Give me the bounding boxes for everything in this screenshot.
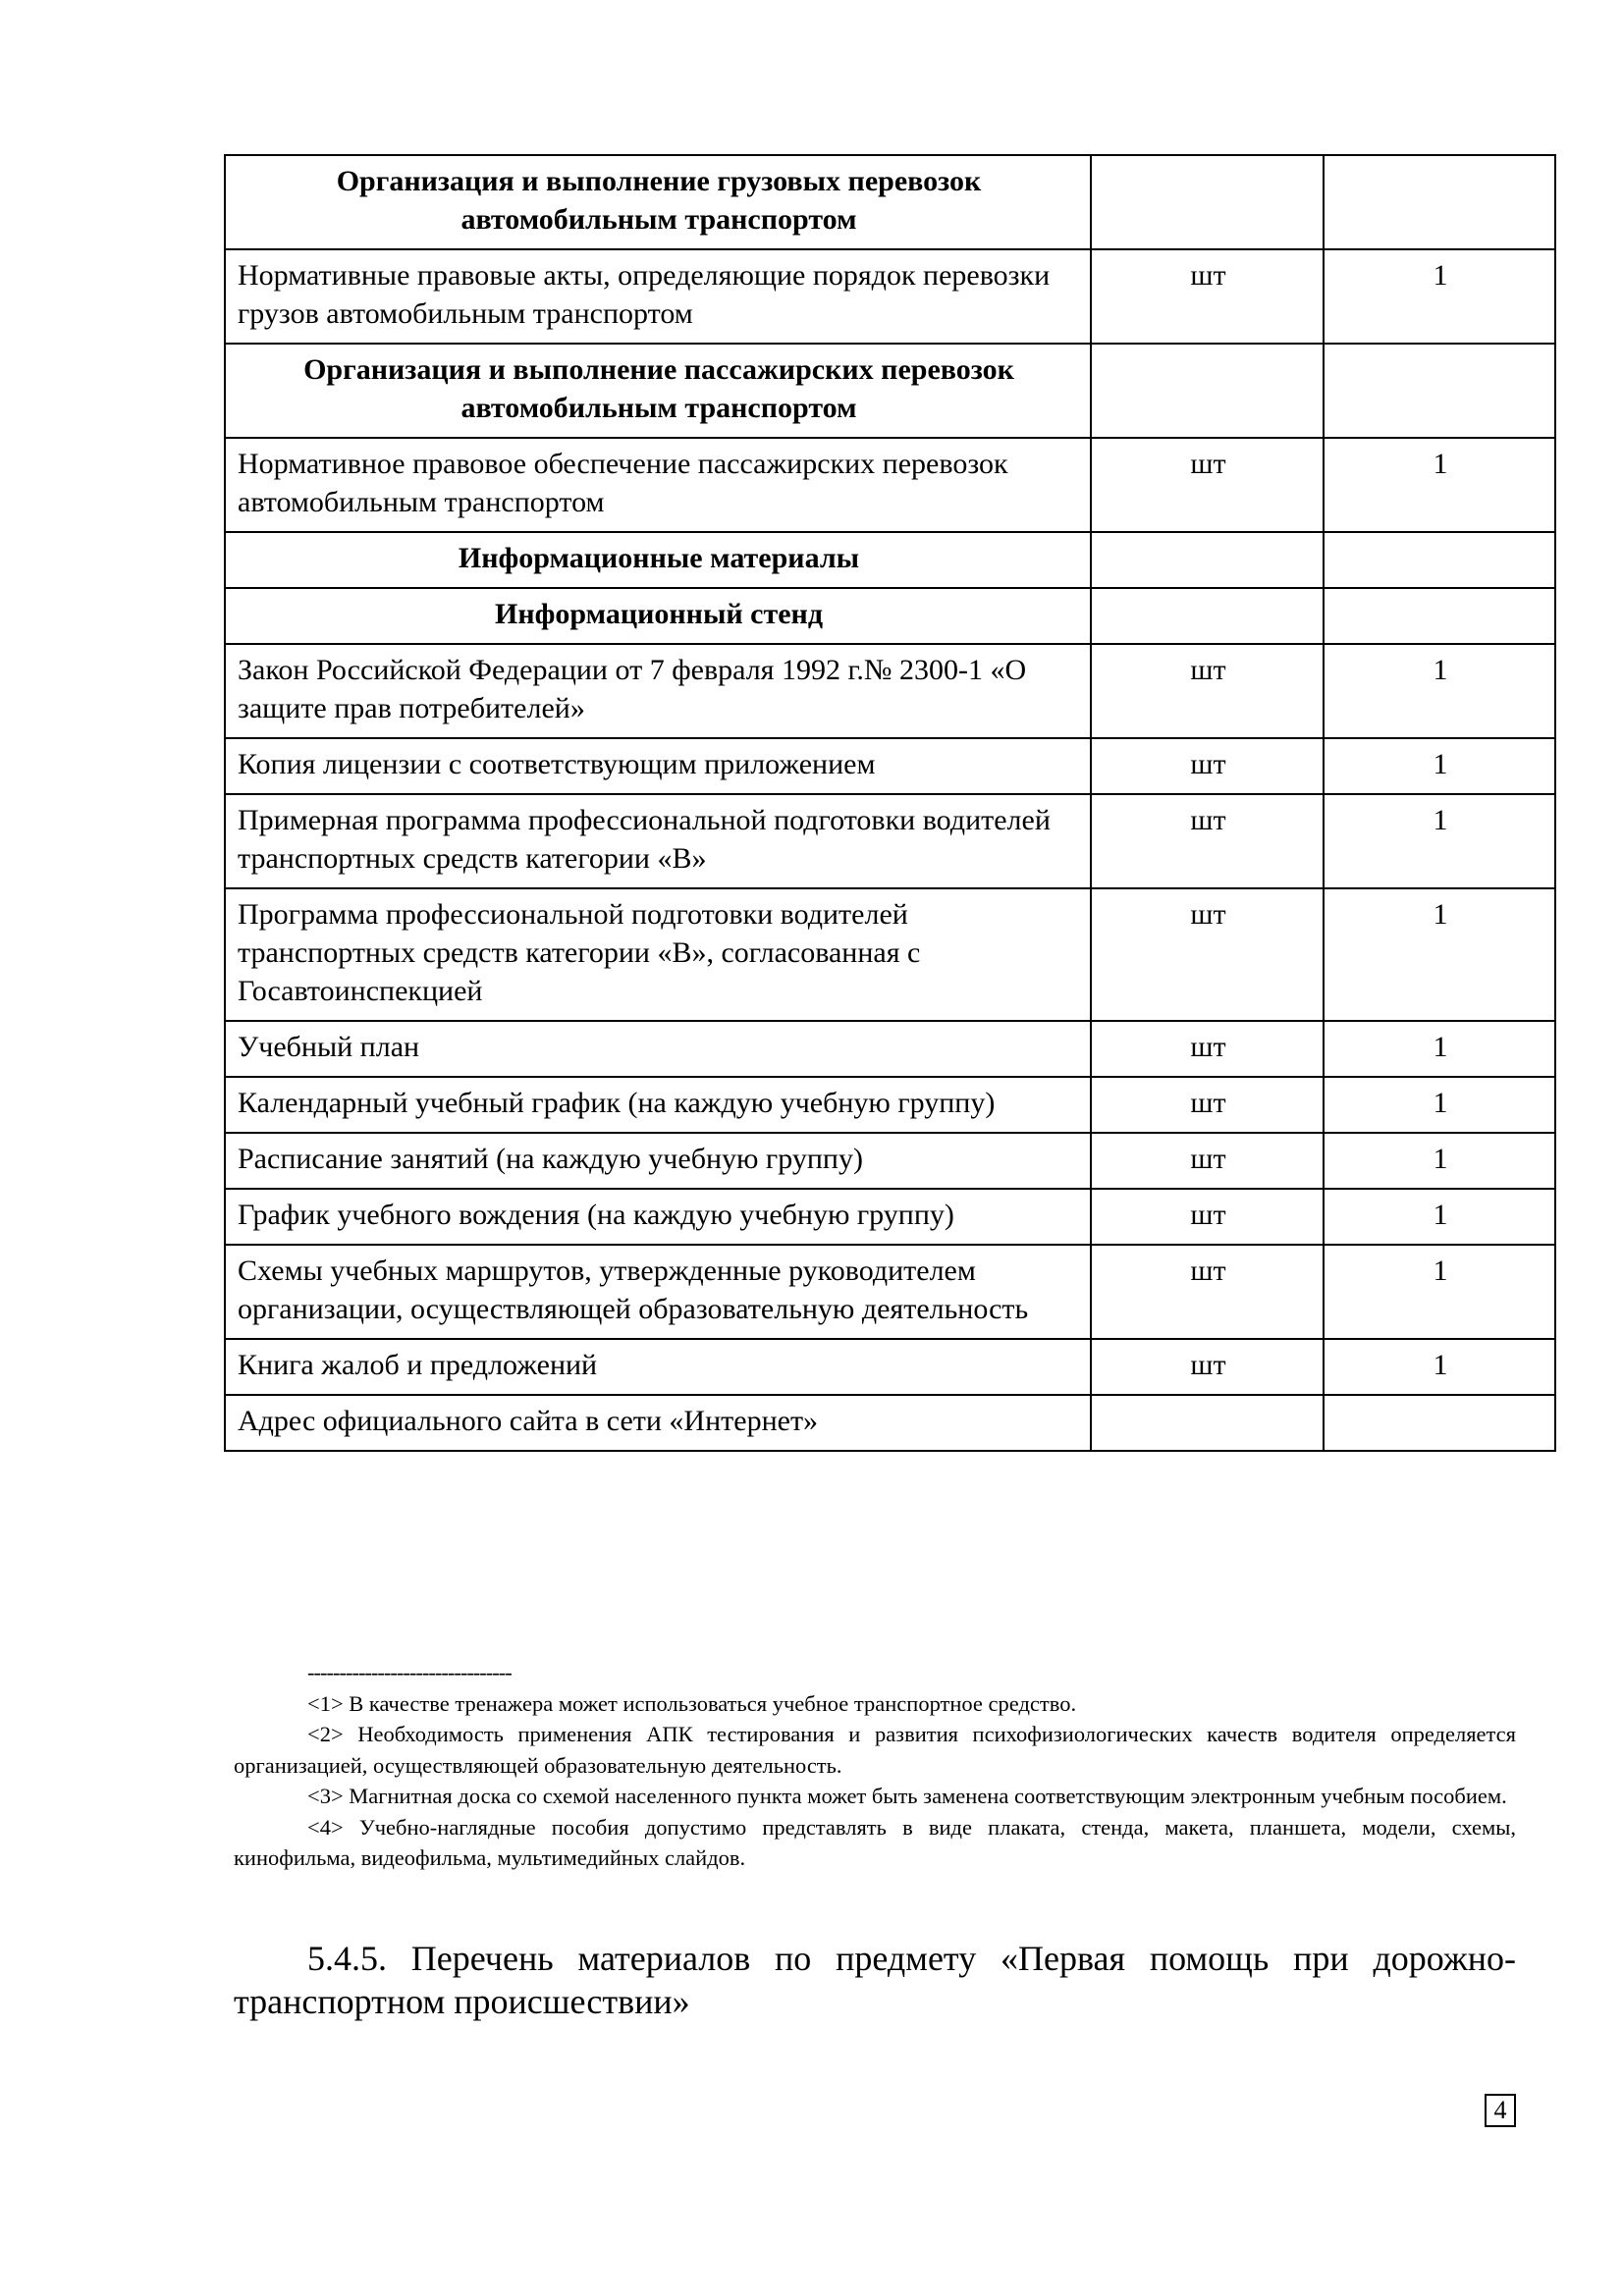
materials-table-body (225, 155, 1555, 1451)
cell-unit (1091, 1395, 1324, 1451)
table-row (225, 644, 1555, 738)
cell-qty: 1 (1324, 1245, 1555, 1339)
cell-unit (1091, 588, 1324, 644)
cell-name: Нормативное правовое обеспечение пассажирских перевозок автомобильным транспортом (225, 438, 1091, 532)
cell-unit: шт (1091, 249, 1324, 344)
cell-qty: 1 (1324, 1077, 1555, 1133)
cell-qty: 1 (1324, 738, 1555, 794)
table-section-row (225, 155, 1555, 249)
page-number: 4 (1485, 2094, 1516, 2127)
cell-name: Нормативные правовые акты, определяющие порядок перевозки грузов автомобильным транспортом (225, 249, 1091, 344)
cell-qty: 1 (1324, 644, 1555, 738)
table-row (225, 438, 1555, 532)
cell-name: Книга жалоб и предложений (225, 1339, 1091, 1395)
cell-qty: 1 (1324, 1189, 1555, 1245)
footnote-4: <4> Учебно-наглядные пособия допустимо представлять в виде плаката, стенда, макета, планшета, модели, схемы, кинофильма, видеофильма, мультимедийных слайдов. (234, 1814, 1516, 1870)
cell-qty: 1 (1324, 1021, 1555, 1077)
cell-qty: 1 (1324, 438, 1555, 532)
footnote-separator: -------------------------------- (307, 1660, 512, 1684)
cell-qty (1324, 344, 1555, 438)
cell-name: Программа профессиональной подготовки водителей транспортных средств категории «B», согласованная с Госавтоинспекцией (225, 888, 1091, 1021)
cell-qty: 1 (1324, 249, 1555, 344)
cell-unit: шт (1091, 1021, 1324, 1077)
cell-qty: 1 (1324, 888, 1555, 1021)
cell-qty (1324, 532, 1555, 588)
cell-name: График учебного вождения (на каждую учебную группу) (225, 1189, 1091, 1245)
table-section-row (225, 532, 1555, 588)
cell-qty (1324, 155, 1555, 249)
cell-name: Закон Российской Федерации от 7 февраля 1992 г.№ 2300-1 «О защите прав потребителей» (225, 644, 1091, 738)
cell-unit: шт (1091, 1339, 1324, 1395)
table-section-row (225, 344, 1555, 438)
cell-unit: шт (1091, 888, 1324, 1021)
table-row (225, 1021, 1555, 1077)
cell-unit: шт (1091, 1133, 1324, 1189)
cell-name: Схемы учебных маршрутов, утвержденные руководителем организации, осуществляющей образовательную деятельность (225, 1245, 1091, 1339)
cell-name: Примерная программа профессиональной подготовки водителей транспортных средств категории «B» (225, 794, 1091, 888)
table-row (225, 1395, 1555, 1451)
cell-qty: 1 (1324, 794, 1555, 888)
cell-unit: шт (1091, 644, 1324, 738)
table-row (225, 888, 1555, 1021)
footnote-2: <2> Необходимость применения АПК тестирования и развития психофизиологических качеств водителя определяется организацией, осуществляющей образовательную деятельность. (234, 1722, 1516, 1778)
cell-qty: 1 (1324, 1339, 1555, 1395)
cell-qty (1324, 588, 1555, 644)
cell-name: Учебный план (225, 1021, 1091, 1077)
materials-table (224, 154, 1556, 1452)
cell-unit: шт (1091, 1077, 1324, 1133)
cell-name: Организация и выполнение пассажирских перевозок автомобильным транспортом (225, 344, 1091, 438)
table-row (225, 249, 1555, 344)
cell-qty: 1 (1324, 1133, 1555, 1189)
cell-unit (1091, 532, 1324, 588)
cell-unit: шт (1091, 1189, 1324, 1245)
cell-name: Информационный стенд (225, 588, 1091, 644)
table-row (225, 1339, 1555, 1395)
cell-unit: шт (1091, 738, 1324, 794)
footnotes (234, 1657, 1516, 1874)
section-heading: 5.4.5. Перечень материалов по предмету «Первая помощь при дорожно-транспортном происшествии» (234, 1939, 1516, 2021)
cell-unit: шт (1091, 1245, 1324, 1339)
cell-unit: шт (1091, 794, 1324, 888)
cell-name: Организация и выполнение грузовых перевозок автомобильным транспортом (225, 155, 1091, 249)
cell-name: Расписание занятий (на каждую учебную группу) (225, 1133, 1091, 1189)
table-row (225, 1077, 1555, 1133)
cell-unit (1091, 344, 1324, 438)
table-row (225, 1245, 1555, 1339)
cell-unit: шт (1091, 438, 1324, 532)
footnote-3: <3> Магнитная доска со схемой населенного пункта может быть заменена соответствующим электронным учебным пособием. (307, 1784, 1507, 1808)
table-row (225, 738, 1555, 794)
footnote-1: <1> В качестве тренажера может использоваться учебное транспортное средство. (307, 1690, 1077, 1716)
table-row (225, 794, 1555, 888)
cell-name: Календарный учебный график (на каждую учебную группу) (225, 1077, 1091, 1133)
table-row (225, 1133, 1555, 1189)
table-section-row (225, 588, 1555, 644)
cell-name: Адрес официального сайта в сети «Интернет» (225, 1395, 1091, 1451)
table-row (225, 1189, 1555, 1245)
cell-name: Информационные материалы (225, 532, 1091, 588)
cell-name: Копия лицензии с соответствующим приложением (225, 738, 1091, 794)
cell-qty (1324, 1395, 1555, 1451)
cell-unit (1091, 155, 1324, 249)
